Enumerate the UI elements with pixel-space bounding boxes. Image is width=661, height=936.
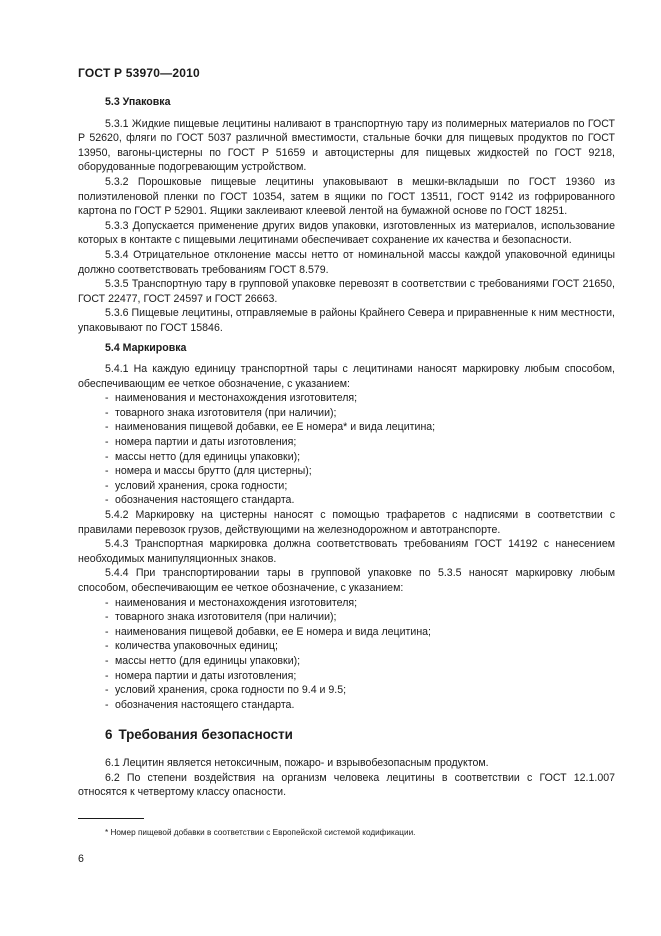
list-item: - массы нетто (для единицы упаковки); [105,654,301,667]
dash-bullet: - [105,494,109,507]
dash-bullet: - [105,392,109,405]
list-item: - номера и массы брутто (для цистерны); [105,465,312,478]
document-header: ГОСТ Р 53970—2010 [78,66,200,80]
paragraph-5-3-5: 5.3.5 Транспортную тару в групповой упаковке перевозят в соответствии с требованиями ГОСТ 21650, ГОСТ 22477, ГОСТ 24597 и ГОСТ 26663. [78,278,615,305]
paragraph-5-3-4: 5.3.4 Отрицательное отклонение массы нетто от номинальной массы каждой упаковочной единицы должно соответствовать требованиям ГОСТ 8.579. [78,248,615,276]
page-number: 6 [78,853,84,865]
document-body [78,95,615,800]
list-item: - номера партии и даты изготовления; [105,669,297,682]
subsection-title-marking: 5.4 Маркировка [105,341,187,354]
list-item: - номера партии и даты изготовления; [105,436,297,449]
footnote: * Номер пищевой добавки в соответствии с Европейской системой кодификации. [105,828,416,837]
paragraph-5-4-1: 5.4.1 На каждую единицу транспортной тары с лецитинами наносят маркировку любым способом, обеспечивающим ее четкое обозначение, с указанием: [78,363,615,390]
dash-bullet: - [105,684,109,697]
dash-bullet: - [105,406,109,419]
dash-bullet: - [105,465,109,478]
dash-bullet: - [105,625,109,638]
paragraph-5-3-1: 5.3.1 Жидкие пищевые лецитины наливают в транспортную тару из полимерных материалов по ГОСТ Р 52620, фляги по ГОСТ 5037 различной вместимости, стальные бочки для пищевых продуктов по ГОСТ 13950, вагоны-цистерны по ГОСТ Р 51659 и автоцистерны для пищевых жидкостей по ГОСТ 9218, оборудованные подогревающим устройством. [78,117,615,174]
paragraph-6-1: 6.1 Лецитин является нетоксичным, пожаро- и взрывобезопасным продуктом. [105,756,489,769]
dash-bullet: - [105,479,109,492]
dash-bullet: - [105,450,109,463]
subsection-title-packaging: 5.3 Упаковка [105,96,171,108]
list-item: - обозначения настоящего стандарта. [105,698,295,711]
list-item: - количества упаковочных единиц; [105,640,278,653]
paragraph-5-4-4: 5.4.4 При транспортировании тары в групповой упаковке по 5.3.5 наносят маркировку любым способом, обеспечивающим ее четкое обозначение, с указанием: [78,567,615,594]
footnote-divider [78,818,144,819]
list-item: - наименования пищевой добавки, ее Е номера* и вида лецитина; [105,421,436,434]
dash-bullet: - [105,654,109,667]
list-item: - условий хранения, срока годности по 9.4 и 9.5; [105,684,347,697]
dash-bullet: - [105,611,109,624]
list-item: - массы нетто (для единицы упаковки); [105,450,301,463]
list-item: - наименования и местонахождения изготовителя; [105,596,358,609]
list-item: - товарного знака изготовителя (при наличии); [105,611,337,624]
dash-bullet: - [105,596,109,609]
paragraph-5-4-2: 5.4.2 Маркировку на цистерны наносят с помощью трафаретов с надписями в соответствии с правилами перевозок грузов, действующими на железнодорожном и автотранспорте. [78,509,615,536]
paragraph-5-3-2: 5.3.2 Порошковые пищевые лецитины упаковывают в мешки-вкладыши по ГОСТ 19360 из полиэтиленовой пленки по ГОСТ 10354, затем в ящики по ГОСТ 13511, ГОСТ 9142 из гофрированного картона по ГОСТ Р 52901. Ящики заклеивают клеевой лентой на бумажной основе по ГОСТ 18251. [78,175,615,218]
paragraph-5-4-3: 5.4.3 Транспортная маркировка должна соответствовать требованиям ГОСТ 14192 с нанесением необходимых манипуляционных знаков. [78,538,615,565]
list-item: - наименования и местонахождения изготовителя; [105,392,358,405]
list-item: - обозначения настоящего стандарта. [105,494,295,507]
section-title-text: Требования безопасности [118,727,293,743]
section-number: 6 [105,727,113,743]
list-item: - условий хранения, срока годности; [105,479,288,492]
marking-list-2 [78,596,615,713]
paragraph-6-2: 6.2 По степени воздействия на организм человека лецитины в соответствии с ГОСТ 12.1.007 относятся к четвертому классу опасности. [78,771,615,799]
section-title-safety [105,728,615,743]
list-item: - наименования пищевой добавки, ее Е номера и вида лецитина; [105,625,432,638]
dash-bullet: - [105,669,109,682]
dash-bullet: - [105,421,109,434]
dash-bullet: - [105,640,109,653]
paragraph-5-3-6: 5.3.6 Пищевые лецитины, отправляемые в районы Крайнего Севера и приравненные к ним местности, упаковывают по ГОСТ 15846. [78,307,615,334]
dash-bullet: - [105,698,109,711]
marking-list-1 [78,391,615,508]
dash-bullet: - [105,436,109,449]
list-item: - товарного знака изготовителя (при наличии); [105,406,337,419]
paragraph-5-3-3: 5.3.3 Допускается применение других видов упаковки, изготовленных из материалов, использование которых в контакте с пищевыми лецитинами обеспечивает сохранение их качества и безопасности. [78,219,615,247]
